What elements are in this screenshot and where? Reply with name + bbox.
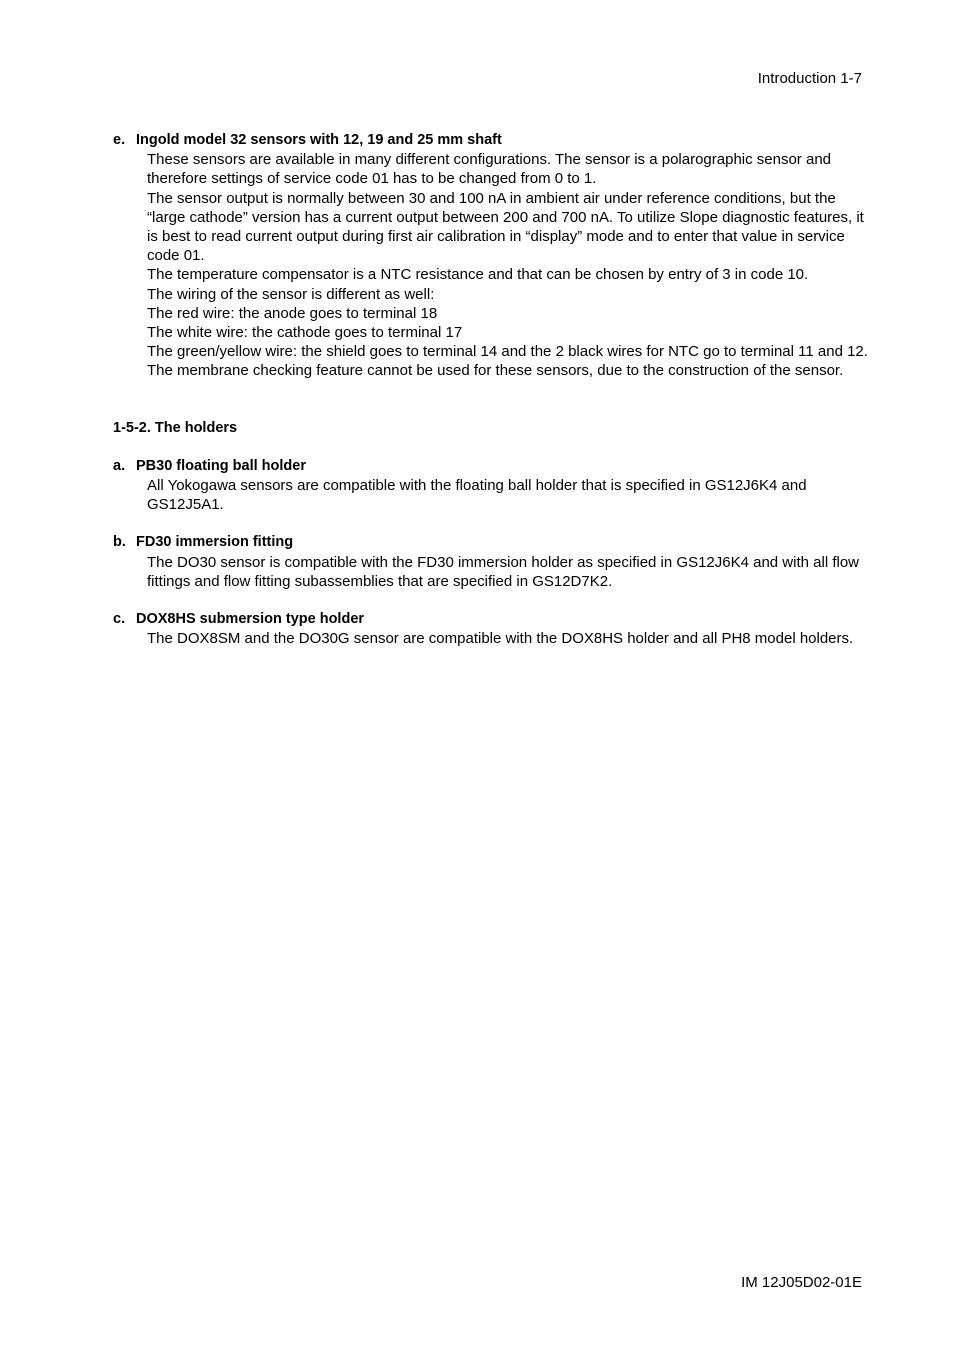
holder-b-body bbox=[147, 553, 873, 591]
holder-a-letter: a. bbox=[113, 457, 126, 474]
section-e-paragraph: The wiring of the sensor is different as well: bbox=[147, 285, 435, 303]
section-e-paragraph: The sensor output is normally between 30 and 100 nA in ambient air under reference conditions, but the “large cathode” version has a current output between 200 and 700 nA. To utilize Slope diagnostic features, it is best to read current output during first air calibration in “display” mode and to enter that value in service code 01. bbox=[147, 189, 864, 265]
holder-b-text: The DO30 sensor is compatible with the FD30 immersion holder as specified in GS12J6K4 and with all flow fittings and flow fitting subassemblies that are specified in GS12D7K2. bbox=[147, 553, 860, 590]
section-e-paragraph: The white wire: the cathode goes to terminal 17 bbox=[147, 324, 463, 342]
section-e-paragraph: The red wire: the anode goes to terminal 18 bbox=[147, 304, 438, 322]
holder-c-body bbox=[147, 629, 873, 648]
document-body bbox=[113, 131, 873, 648]
section-e-title: Ingold model 32 sensors with 12, 19 and 25 mm shaft bbox=[136, 132, 502, 148]
section-e-letter: e. bbox=[113, 132, 126, 148]
holder-c-title: DOX8HS submersion type holder bbox=[136, 611, 365, 628]
holder-a-body bbox=[147, 476, 873, 514]
section-e-body bbox=[147, 150, 873, 380]
section-e-paragraph: The temperature compensator is a NTC resistance and that can be chosen by entry of 3 in code 10. bbox=[147, 266, 809, 284]
section-e-paragraph: The membrane checking feature cannot be used for these sensors, due to the construction of the sensor. bbox=[147, 362, 844, 380]
holder-b-title: FD30 immersion fitting bbox=[136, 534, 294, 551]
section-e-paragraph: These sensors are available in many different configurations. The sensor is a polarographic sensor and therefore settings of service code 01 has to be changed from 0 to 1. bbox=[147, 151, 832, 188]
holder-c-heading bbox=[113, 610, 873, 629]
page-footer: IM 12J05D02-01E bbox=[741, 1274, 862, 1291]
section-e-paragraph: The green/yellow wire: the shield goes to terminal 14 and the 2 black wires for NTC go to terminal 11 and 12. bbox=[147, 343, 868, 361]
holder-a-title: PB30 floating ball holder bbox=[136, 457, 306, 474]
holders-section-heading: 1-5-2. The holders bbox=[113, 419, 238, 436]
page-header: Introduction 1-7 bbox=[757, 70, 862, 87]
holder-a-text: All Yokogawa sensors are compatible with the floating ball holder that is specified in GS12J6K4 and GS12J5A1. bbox=[147, 477, 807, 514]
holder-c-text: The DOX8SM and the DO30G sensor are compatible with the DOX8HS holder and all PH8 model holders. bbox=[147, 630, 854, 648]
holder-b-heading bbox=[113, 533, 873, 552]
holder-a-heading bbox=[113, 457, 873, 476]
section-e-heading bbox=[113, 131, 873, 150]
holder-b-letter: b. bbox=[113, 534, 126, 551]
holder-c-letter: c. bbox=[113, 611, 126, 628]
